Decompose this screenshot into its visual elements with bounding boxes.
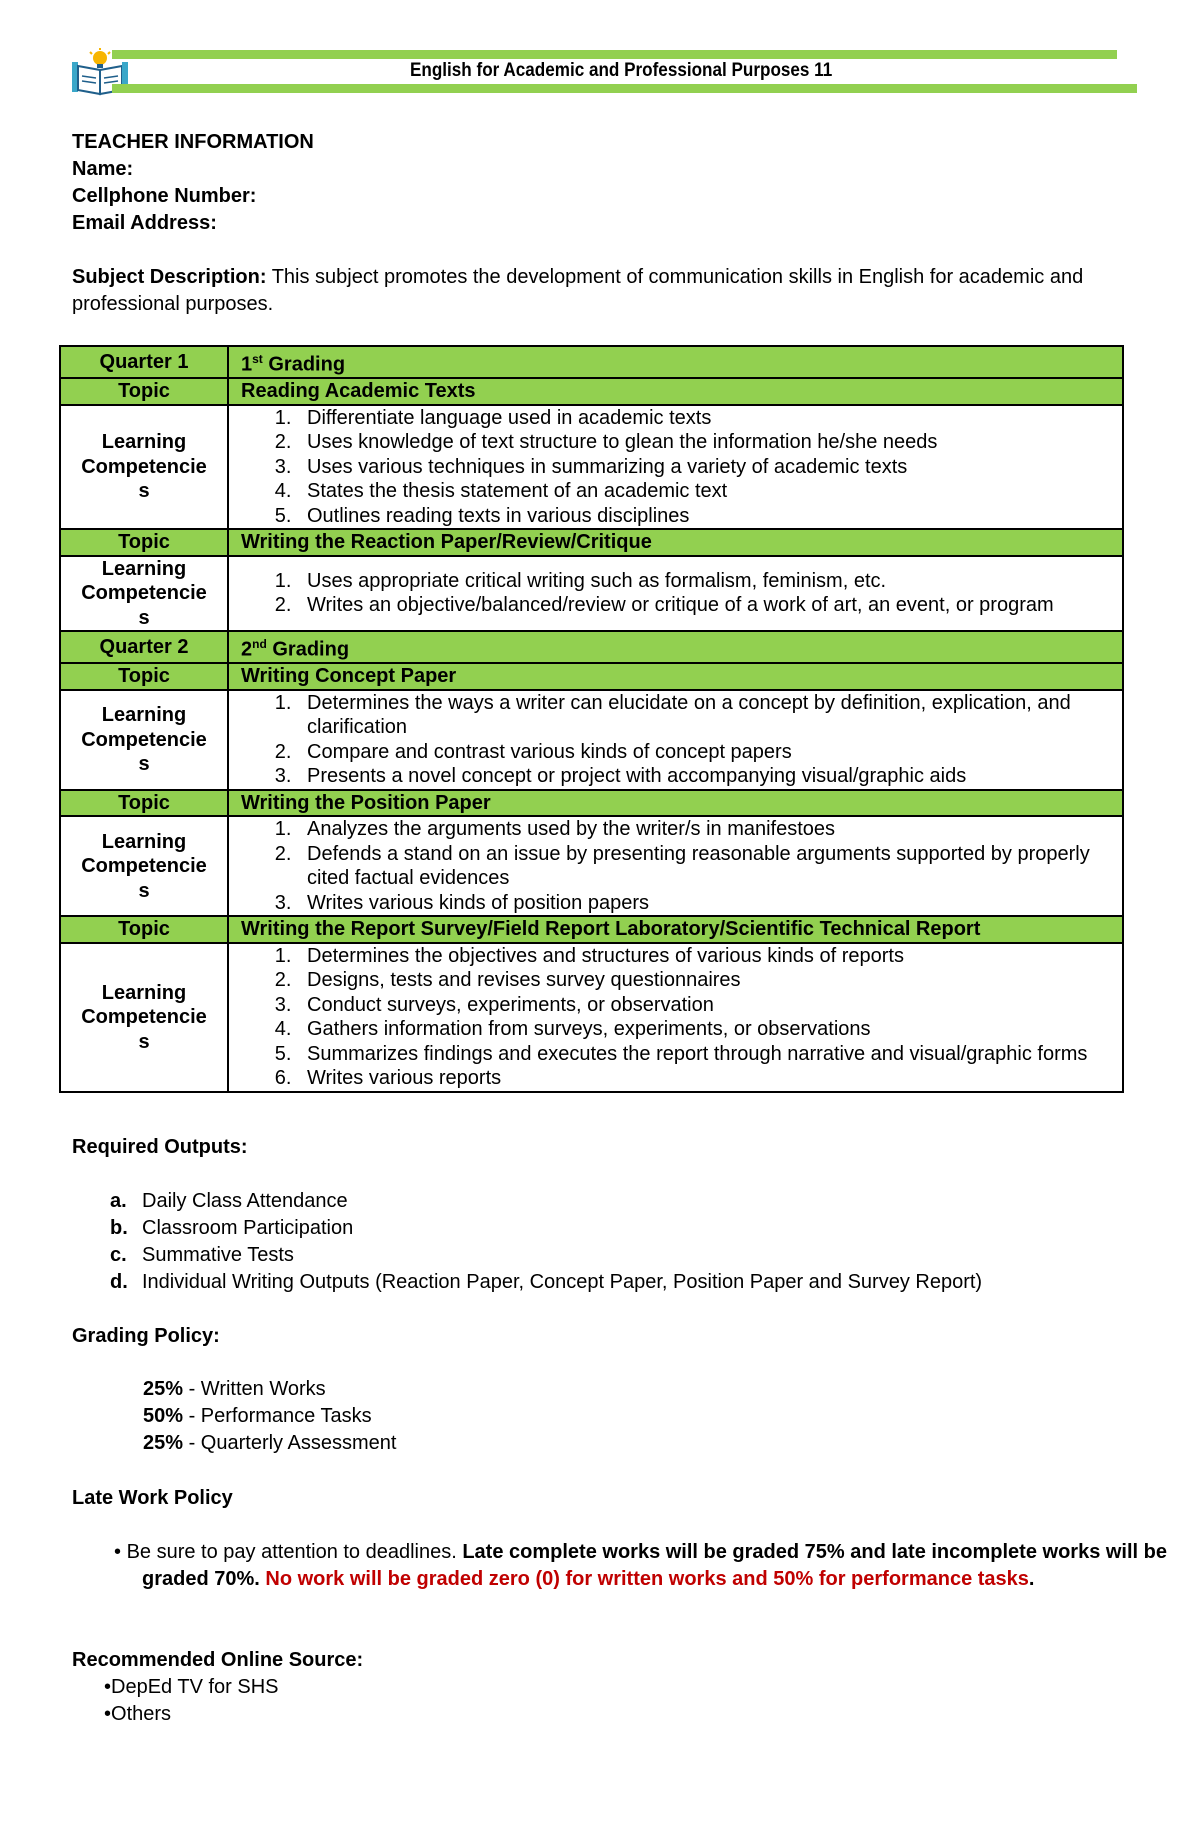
competency-item: 2. Uses knowledge of text structure to glean the information he/she needs [297,430,1112,455]
grading-percent: 25% [143,1432,184,1454]
output-item-text: Classroom Participation [142,1217,354,1239]
competencies-list [239,817,1112,915]
competency-item: 5. Summarizes findings and executes the report through narrative and visual/graphic forms [297,1042,1112,1067]
competencies-row [60,943,1123,1092]
bullet-icon: • [104,1676,112,1698]
output-item-letter: d. [110,1271,128,1293]
grading-cell: 2nd Grading [228,631,1123,663]
outputs-list [72,1188,1152,1296]
grading-cell: 1st Grading [228,346,1123,378]
competency-item: 4. Gathers information from surveys, experiments, or observations [297,1017,1112,1042]
source-item [104,1701,279,1728]
late-policy-bold: Late complete works will be graded 75% and late incomplete works will be graded 70%. [142,1541,1167,1590]
header-bar-bottom [112,84,1137,93]
output-item [110,1215,1152,1242]
competency-item: 6. Writes various reports [297,1066,1112,1091]
quarter-row [60,631,1123,663]
quarter-row [60,346,1123,378]
topic-title: Writing the Report Survey/Field Report Laboratory/Scientific Technical Report [228,916,1123,943]
competencies-row [60,556,1123,632]
subject-description [72,264,1127,318]
topic-row [60,916,1123,943]
output-item [110,1269,1152,1296]
grading-percent: 25% [143,1378,184,1400]
competency-item: 4. States the thesis statement of an academic text [297,479,1112,504]
bullet-icon: • [104,1703,112,1725]
grading-item [143,1403,396,1430]
topic-title: Reading Academic Texts [228,378,1123,405]
competency-item: 3. Writes various kinds of position papers [297,891,1112,916]
competencies-list [239,944,1112,1091]
competency-item: 1. Analyzes the arguments used by the writer/s in manifestoes [297,817,1112,842]
subject-description-label: Subject Description: [72,266,267,288]
topic-title: Writing the Reaction Paper/Review/Critique [228,529,1123,556]
competencies-label: Learning Competencie s [60,405,228,530]
competency-item: 3. Conduct surveys, experiments, or observation [297,993,1112,1018]
header-bar-top [112,50,1117,59]
competency-item: 3. Uses various techniques in summarizing a variety of academic texts [297,455,1112,480]
topic-title: Writing the Position Paper [228,790,1123,817]
topic-label: Topic [60,790,228,817]
topic-title: Writing Concept Paper [228,663,1123,690]
competencies-label: Learning Competencie s [60,943,228,1092]
late-policy-heading: Late Work Policy [72,1487,233,1509]
sources-heading: Recommended Online Source: [72,1649,364,1671]
teacher-info-heading: TEACHER INFORMATION [72,131,314,153]
competencies-list [239,691,1112,789]
output-item-letter: b. [110,1217,128,1239]
competencies-row [60,690,1123,790]
output-item-letter: c. [110,1244,127,1266]
competency-item: 3. Presents a novel concept or project with accompanying visual/graphic aids [297,764,1112,789]
topic-label: Topic [60,916,228,943]
competencies-row [60,816,1123,916]
competency-item: 1. Differentiate language used in academic texts [297,406,1112,431]
competencies-row [60,405,1123,530]
subject-description-text: This subject promotes the development of communication skills in English for academic and professional purposes. [72,266,1084,315]
source-item-text: DepEd TV for SHS [111,1676,279,1698]
grading-component: - Written Works [183,1378,326,1400]
curriculum-table [59,345,1124,1093]
competency-item: 5. Outlines reading texts in various disciplines [297,504,1112,529]
topic-row [60,663,1123,690]
quarter-cell: Quarter 1 [60,346,228,378]
competencies-label: Learning Competencie s [60,556,228,632]
teacher-email-label: Email Address: [72,212,217,234]
late-policy-text: • Be sure to pay attention to deadlines. Late complete works will be graded 75% and late incomplete works will be graded 70%. No work will be graded zero (0) for written works and 50% for performance tasks. [114,1541,1167,1590]
competency-item: 1. Determines the ways a writer can elucidate on a concept by definition, explication, and clarification [297,691,1112,740]
topic-row [60,529,1123,556]
topic-row [60,378,1123,405]
outputs-heading: Required Outputs: [72,1136,248,1158]
grading-heading: Grading Policy: [72,1325,220,1347]
topic-row [60,790,1123,817]
grading-component: - Quarterly Assessment [183,1432,397,1454]
grading-percent: 50% [143,1405,184,1427]
teacher-cellphone-label: Cellphone Number: [72,185,257,207]
grading-component: - Performance Tasks [183,1405,372,1427]
competency-item: 1. Uses appropriate critical writing such as formalism, feminism, etc. [297,569,1112,594]
output-item-text: Summative Tests [142,1244,294,1266]
topic-label: Topic [60,529,228,556]
late-policy-red: No work will be graded zero (0) for written works and 50% for performance tasks [265,1568,1029,1590]
grading-item [143,1376,396,1403]
competencies-label: Learning Competencie s [60,816,228,916]
competencies-list [239,569,1112,618]
competency-item: 2. Compare and contrast various kinds of concept papers [297,740,1112,765]
teacher-name-label: Name: [72,158,134,180]
output-item-letter: a. [110,1190,127,1212]
competency-item: 1. Determines the objectives and structures of various kinds of reports [297,944,1112,969]
topic-label: Topic [60,378,228,405]
grading-item [143,1430,396,1457]
competencies-label: Learning Competencie s [60,690,228,790]
competency-item: 2. Designs, tests and revises survey questionnaires [297,968,1112,993]
output-item [110,1188,1152,1215]
competency-item: 2. Defends a stand on an issue by presenting reasonable arguments supported by properly cited factual evidences [297,842,1112,891]
sources-list [104,1674,279,1728]
late-policy-normal: Be sure to pay attention to deadlines. [126,1541,463,1563]
source-item [104,1674,279,1701]
competencies-list [239,406,1112,529]
output-item-text: Individual Writing Outputs (Reaction Paper, Concept Paper, Position Paper and Survey Report) [142,1271,983,1293]
document-title: English for Academic and Professional Purposes 11 [410,60,833,81]
output-item-text: Daily Class Attendance [142,1190,348,1212]
output-item [110,1242,1152,1269]
topic-label: Topic [60,663,228,690]
quarter-cell: Quarter 2 [60,631,228,663]
grading-list [143,1376,396,1457]
competency-item: 2. Writes an objective/balanced/review or critique of a work of art, an event, or program [297,593,1112,618]
source-item-text: Others [111,1703,172,1725]
